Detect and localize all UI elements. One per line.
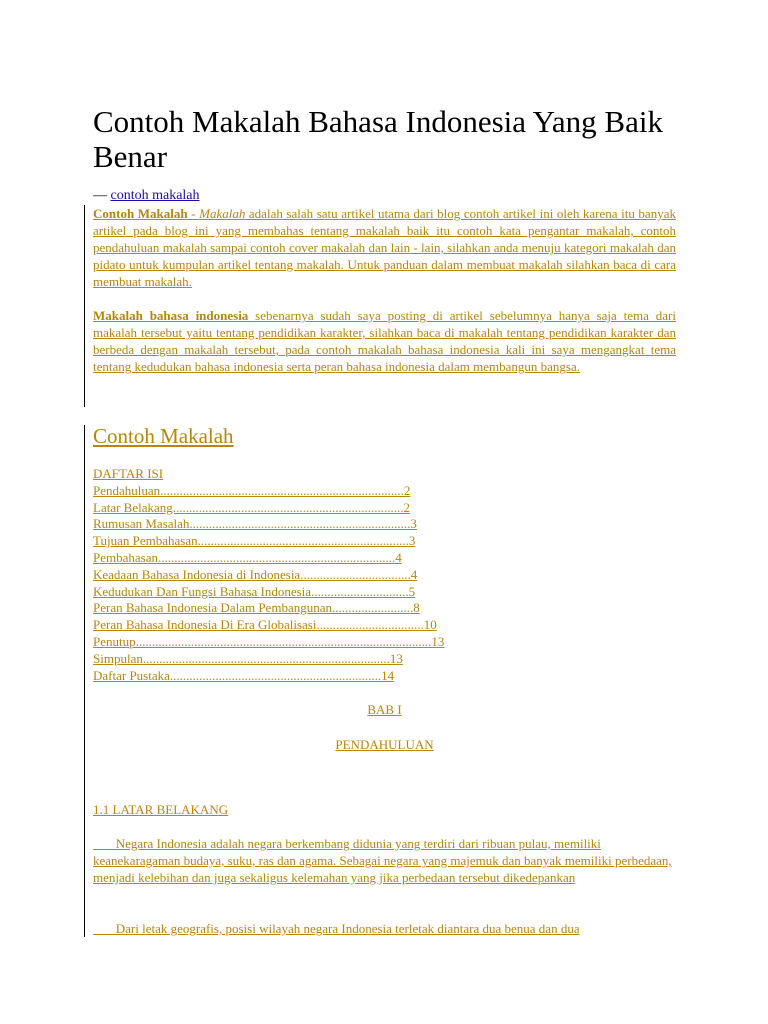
toc-item[interactable]: Peran Bahasa Indonesia Di Era Globalisasi.................................10 [93,617,437,633]
chapter-title[interactable]: PENDAHULUAN [335,737,434,752]
byline-dash: — [93,188,107,203]
subsection-heading [93,801,676,818]
paragraph-text-2[interactable]: Dari letak geografis, posisi wilayah negara Indonesia terletak diantara dua benua dan dua [115,921,580,936]
paragraph-indent [93,836,116,851]
intro-text-1[interactable]: adalah salah satu artikel utama dari blog contoh artikel ini oleh karena itu banyak artikel pada blog ini yang membahas tentang makalah baik itu contoh kata pengantar makalah, contoh pendahuluan makalah sampai contoh cover makalah dan lain - lain, silahkan anda menuju kategori makalah dan pidato untuk kumpulan artikel tentang makalah. Untuk panduan dalam membuat makalah silahkan baca di cara membuat makalah. [93,206,676,289]
intro-bold-2[interactable]: Makalah bahasa indonesia [93,308,249,323]
toc-item[interactable]: Keadaan Bahasa Indonesia di Indonesia..................................4 [93,566,418,582]
paragraph-indent [93,921,116,936]
left-rule-2 [84,425,85,937]
page-title: Contoh Makalah Bahasa Indonesia Yang Baik Benar [93,104,663,174]
toc-item[interactable]: Penutup...........................................................................................13 [93,633,445,649]
intro-italic-1[interactable]: Makalah [199,206,246,221]
intro-bold-1[interactable]: Contoh Makalah [93,206,188,221]
toc-item[interactable]: Pembahasan.........................................................................4 [93,549,402,565]
body-paragraph-1 [93,835,676,886]
toc-item[interactable]: Tujuan Pembahasan.................................................................3 [93,533,416,549]
body-paragraph-2 [93,920,676,937]
toc-item[interactable]: Pendahuluan...........................................................................2 [93,482,411,498]
toc-item[interactable]: Daftar Pustaka.................................................................14 [93,667,395,683]
subsection-heading-text[interactable]: 1.1 LATAR BELAKANG [93,802,229,817]
intro-paragraph-2 [93,307,676,375]
category-link[interactable]: contoh makalah [110,188,200,203]
toc-item[interactable]: Kedudukan Dan Fungsi Bahasa Indonesia..............................5 [93,583,416,599]
table-of-contents [93,466,676,684]
left-rule-1 [84,205,85,407]
intro-text-2[interactable]: sebenarnya sudah saya posting di artikel sebelumnya hanya saja tema dari makalah tersebut yaitu tentang pendidikan karakter, silahkan baca di makalah tentang pendidikan karakter dan berbeda dengan makalah tersebut, pada contoh makalah bahasa indonesia kali ini saya mengangkat tema tentang kedudukan bahasa indonesia serta peran bahasa indonesia dalam membangun bangsa. [93,308,676,374]
toc-heading[interactable]: DAFTAR ISI [93,466,164,481]
intro-text [93,205,676,392]
intro-separator: - [187,206,200,221]
toc-item[interactable]: Simpulan............................................................................13 [93,650,403,666]
section-heading[interactable]: Contoh Makalah [93,424,234,448]
toc-item[interactable]: Latar Belakang.......................................................................2 [93,499,411,515]
toc-item[interactable]: Peran Bahasa Indonesia Dalam Pembangunan.........................8 [93,600,420,616]
intro-paragraph-1 [93,205,676,290]
paragraph-text-1[interactable]: Negara Indonesia adalah negara berkembang didunia yang terdiri dari ribuan pulau, memiliki keanekaragaman budaya, suku, ras dan agama. Sebagai negara yang majemuk dan banyak memiliki perbedaan, menjadi kelebihan dan juga sekaligus kelemahan yang jika perbedaan tersebut dikedepankan [93,836,672,885]
byline [93,187,200,205]
chapter-label[interactable]: BAB I [367,702,402,717]
toc-item[interactable]: Rumusan Masalah....................................................................3 [93,516,417,532]
